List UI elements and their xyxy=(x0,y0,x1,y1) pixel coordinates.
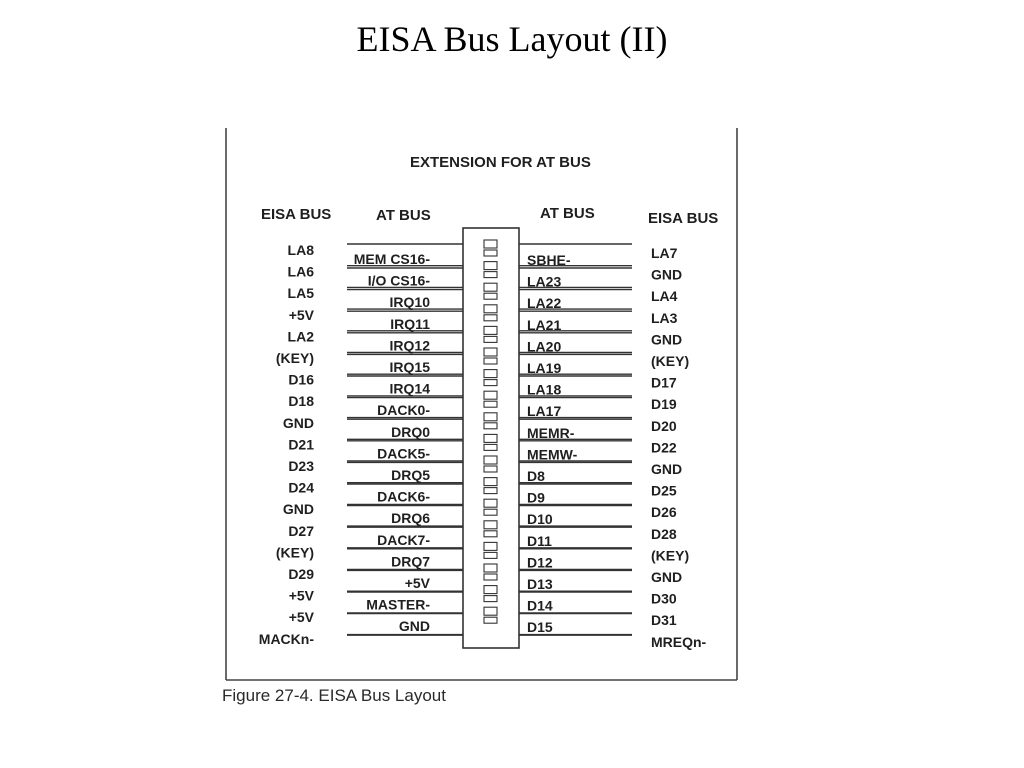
right-eisa-signal-label: GND xyxy=(651,266,683,283)
slide-title: EISA Bus Layout (II) xyxy=(356,19,668,59)
connector-pin xyxy=(484,542,497,550)
right-at-signal-label: D8 xyxy=(527,468,545,484)
right-at-signal-label: LA22 xyxy=(527,295,562,312)
left-at-signal-label: DRQ0 xyxy=(391,423,430,440)
connector-pin xyxy=(484,326,497,334)
left-at-signal-label: I/O CS16- xyxy=(367,272,430,289)
right-eisa-signal-label: D19 xyxy=(651,396,677,413)
right-eisa-header: EISA BUS xyxy=(648,210,719,227)
connector-pin xyxy=(484,283,497,291)
left-eisa-signal-label: LA6 xyxy=(287,263,314,280)
left-eisa-signal-label: GND xyxy=(282,414,314,431)
left-eisa-signal-label: D29 xyxy=(288,566,314,582)
right-at-signal-label: MEMR- xyxy=(527,424,575,441)
left-at-signal-label: DRQ5 xyxy=(391,467,430,483)
connector-pin xyxy=(484,607,497,615)
left-eisa-signal-label: LA5 xyxy=(287,285,314,302)
connector-pin xyxy=(484,348,497,356)
right-at-signal-label: LA21 xyxy=(527,316,562,333)
connector-pin xyxy=(484,380,497,386)
connector-pin xyxy=(484,401,497,407)
connector-pin xyxy=(484,574,497,580)
connector-pin xyxy=(484,262,497,270)
connector-pin xyxy=(484,552,497,558)
right-eisa-signal-label: GND xyxy=(651,331,683,348)
right-at-signal-label: SBHE- xyxy=(527,252,571,268)
connector-pin xyxy=(484,499,497,507)
left-at-signal-label: GND xyxy=(398,618,430,635)
right-at-signal-label: MEMW- xyxy=(527,446,578,463)
connector-pin xyxy=(484,521,497,529)
connector-pin xyxy=(484,293,497,299)
figure-caption: Figure 27-4. EISA Bus Layout xyxy=(222,686,446,705)
right-at-header: AT BUS xyxy=(540,205,595,222)
left-at-signal-label: IRQ11 xyxy=(390,315,430,332)
left-eisa-signal-label: +5V xyxy=(288,609,314,626)
left-at-signal-label: +5V xyxy=(404,575,430,591)
right-eisa-signal-label: GND xyxy=(651,461,683,477)
left-at-signal-label: DRQ6 xyxy=(391,510,430,527)
left-eisa-signal-label: MACKn- xyxy=(258,630,314,647)
left-at-header: AT BUS xyxy=(376,207,431,224)
left-eisa-signal-label: D27 xyxy=(288,522,314,539)
figure-heading: EXTENSION FOR AT BUS xyxy=(410,154,591,171)
left-at-signal-label: DACK7- xyxy=(377,531,430,548)
connector-pin xyxy=(484,413,497,421)
right-eisa-signal-label: LA7 xyxy=(651,245,678,261)
connector-pin xyxy=(484,391,497,399)
left-at-signal-label: IRQ14 xyxy=(389,380,430,397)
left-at-signal-label: IRQ15 xyxy=(389,359,430,375)
right-at-signal-label: LA23 xyxy=(527,273,562,290)
right-at-signal-label: D11 xyxy=(527,532,552,549)
right-at-signal-label: D13 xyxy=(527,576,553,592)
left-eisa-signal-label: (KEY) xyxy=(275,350,314,366)
left-eisa-signal-label: D18 xyxy=(288,393,314,410)
right-at-signal-label: D9 xyxy=(527,489,545,506)
right-at-signal-label: D15 xyxy=(527,619,553,636)
connector-pin xyxy=(484,250,497,256)
right-at-signal-label: D12 xyxy=(527,554,553,571)
connector-pin xyxy=(484,596,497,602)
connector-pin xyxy=(484,456,497,464)
right-at-signal-label: LA20 xyxy=(527,338,562,355)
right-eisa-signal-label: D26 xyxy=(651,504,677,521)
connector-pin xyxy=(484,272,497,278)
connector-pin xyxy=(484,358,497,364)
left-eisa-signal-label: LA8 xyxy=(287,242,314,258)
connector-pin xyxy=(484,444,497,450)
connector-pin xyxy=(484,434,497,442)
right-eisa-signal-label: MREQn- xyxy=(651,633,707,650)
left-eisa-signal-label: GND xyxy=(282,501,314,518)
left-eisa-signal-label: (KEY) xyxy=(275,544,314,561)
left-eisa-signal-label: LA2 xyxy=(287,328,314,345)
right-eisa-signal-label: (KEY) xyxy=(651,547,690,564)
connector-pin xyxy=(484,240,497,248)
right-eisa-signal-label: LA4 xyxy=(651,288,678,305)
left-eisa-signal-label: +5V xyxy=(288,306,314,323)
right-eisa-signal-label: D25 xyxy=(651,482,677,499)
right-eisa-signal-label: GND xyxy=(651,569,683,585)
connector-pin xyxy=(484,509,497,515)
connector-pin xyxy=(484,305,497,313)
right-eisa-signal-label: LA3 xyxy=(651,309,678,326)
left-eisa-signal-label: D23 xyxy=(288,458,314,474)
connector-pin xyxy=(484,617,497,623)
left-at-signal-label: DACK6- xyxy=(377,488,430,505)
left-eisa-signal-label: D24 xyxy=(288,479,314,496)
left-at-signal-label: MEM CS16- xyxy=(353,251,430,267)
left-at-signal-label: IRQ12 xyxy=(389,337,430,354)
right-at-signal-label: D10 xyxy=(527,511,553,528)
left-eisa-signal-label: D16 xyxy=(288,371,314,388)
right-at-signal-label: D14 xyxy=(527,597,553,614)
right-eisa-signal-label: D31 xyxy=(651,612,677,629)
right-at-signal-label: LA17 xyxy=(527,403,562,420)
connector-pin xyxy=(484,370,497,378)
right-eisa-signal-label: D28 xyxy=(651,525,677,542)
left-at-signal-label: MASTER- xyxy=(366,596,430,613)
right-eisa-signal-label: D22 xyxy=(651,439,677,456)
left-eisa-signal-label: +5V xyxy=(288,587,314,604)
connector-pin xyxy=(484,531,497,537)
left-at-signal-label: IRQ10 xyxy=(389,294,430,311)
connector-pin xyxy=(484,564,497,572)
connector-pin xyxy=(484,586,497,594)
connector-pin xyxy=(484,488,497,494)
left-eisa-signal-label: D21 xyxy=(288,436,314,453)
left-at-signal-label: DRQ7 xyxy=(391,553,430,570)
left-at-signal-label: DACK5- xyxy=(377,445,430,462)
connector-pin xyxy=(484,315,497,321)
left-eisa-header: EISA BUS xyxy=(261,206,332,223)
connector-pin xyxy=(484,478,497,486)
right-at-signal-label: LA18 xyxy=(527,381,562,398)
connector-pin xyxy=(484,423,497,429)
right-at-signal-label: LA19 xyxy=(527,360,562,376)
right-eisa-signal-label: D17 xyxy=(651,374,677,391)
right-eisa-signal-label: D20 xyxy=(651,417,677,434)
connector-pin xyxy=(484,466,497,472)
left-at-signal-label: DACK0- xyxy=(377,402,430,419)
right-eisa-signal-label: D30 xyxy=(651,590,677,607)
right-eisa-signal-label: (KEY) xyxy=(651,353,690,369)
connector-pin xyxy=(484,336,497,342)
